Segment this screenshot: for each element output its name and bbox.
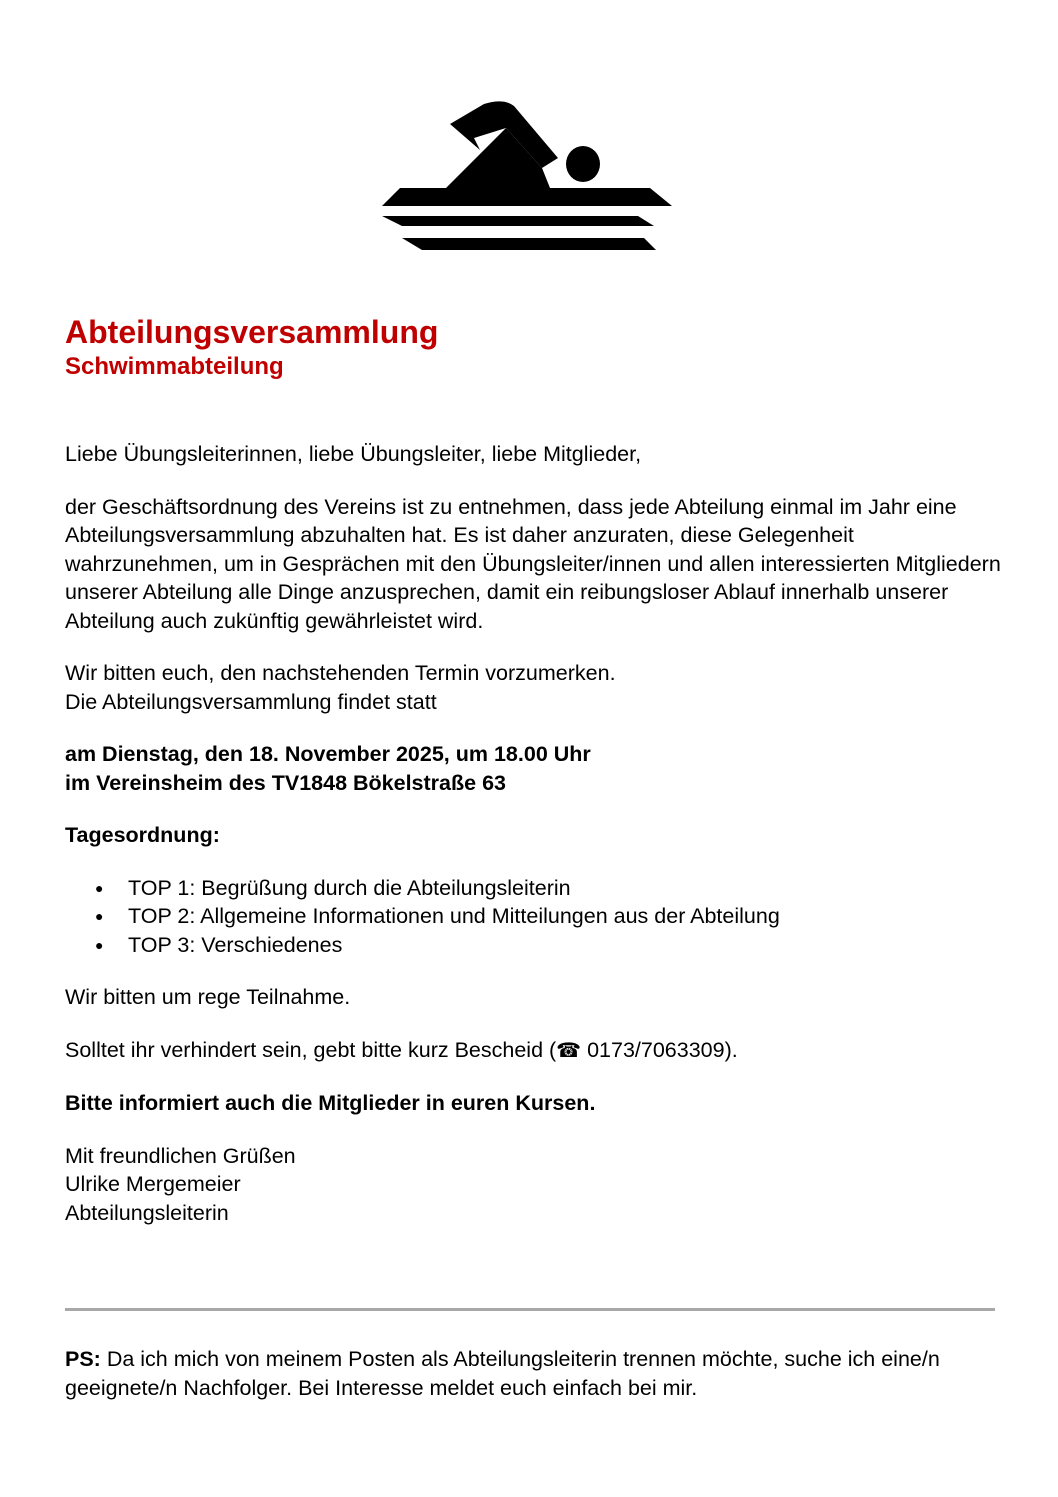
- ps-text: Da ich mich von meinem Posten als Abteilungsleiterin trennen möchte, suche ich eine/n geeignete/n Nachfolger. Bei Interesse meldet euch einfach bei mir.: [65, 1347, 940, 1400]
- agenda-item-text: TOP 1: Begrüßung durch die Abteilungsleiterin: [128, 875, 571, 900]
- closing-text: Mit freundlichen Grüßen: [65, 1143, 296, 1168]
- bullet-icon: ●: [95, 879, 104, 896]
- request-paragraph: [65, 659, 1005, 716]
- meeting-details: [65, 740, 1005, 797]
- section-divider: [65, 1308, 995, 1311]
- swimmer-icon: [382, 98, 674, 254]
- participation-text: Wir bitten um rege Teilnahme.: [65, 985, 351, 1009]
- greeting-text: Liebe Übungsleiterinnen, liebe Übungsleiter, liebe Mitglieder,: [65, 442, 642, 466]
- letter-content: [65, 312, 1005, 1251]
- postscript: [65, 1345, 995, 1402]
- ps-label: PS:: [65, 1347, 101, 1371]
- meeting-date: am Dienstag, den 18. November 2025, um 18.00 Uhr: [65, 742, 591, 766]
- signature-block: [65, 1142, 1005, 1228]
- absence-text: Solltet ihr verhindert sein, gebt bitte kurz Bescheid (: [65, 1037, 557, 1062]
- bullet-icon: ●: [95, 908, 104, 924]
- agenda-item-text: TOP 3: Verschiedenes: [128, 932, 343, 957]
- agenda-item: [95, 902, 1005, 931]
- agenda-item-text: TOP 2: Allgemeine Informationen und Mitteilungen aus der Abteilung: [128, 904, 780, 928]
- agenda-list: [65, 874, 1005, 960]
- signer-name: Ulrike Mergemeier: [65, 1172, 241, 1196]
- agenda-title: Tagesordnung:: [65, 823, 220, 847]
- inform-note: Bitte informiert auch die Mitglieder in euren Kursen.: [65, 1091, 596, 1115]
- meeting-location: im Vereinsheim des TV1848 Bökelstraße 63: [65, 770, 506, 795]
- page-title: Abteilungsversammlung: [65, 314, 439, 350]
- page-subtitle: Schwimmabteilung: [65, 353, 284, 380]
- agenda-item: [95, 874, 1005, 903]
- intro-paragraph: der Geschäftsordnung des Vereins ist zu entnehmen, dass jede Abteilung einmal im Jahr eine Abteilungsversammlung abzuhalten hat. Es ist daher anzuraten, diese Gelegenheit wahrzunehmen, um in Gesprächen mit den Übungsleiter/innen und allen interessierten Mitgliedern unserer Abteilung alle Dinge anzusprechen, damit ein reibungsloser Ablauf innerhalb unserer Abteilung auch zukünftig gewährleistet wird.: [65, 494, 1001, 633]
- request-line-2: Die Abteilungsversammlung findet statt: [65, 689, 437, 714]
- request-line-1: Wir bitten euch, den nachstehenden Termin vorzumerken.: [65, 661, 616, 685]
- phone-icon: ☎: [556, 1039, 582, 1062]
- absence-paragraph: [65, 1036, 1005, 1066]
- agenda-item: [95, 931, 1005, 960]
- bullet-icon: ●: [95, 936, 104, 953]
- signer-role: Abteilungsleiterin: [65, 1200, 229, 1225]
- phone-number: 0173/7063309).: [581, 1037, 738, 1062]
